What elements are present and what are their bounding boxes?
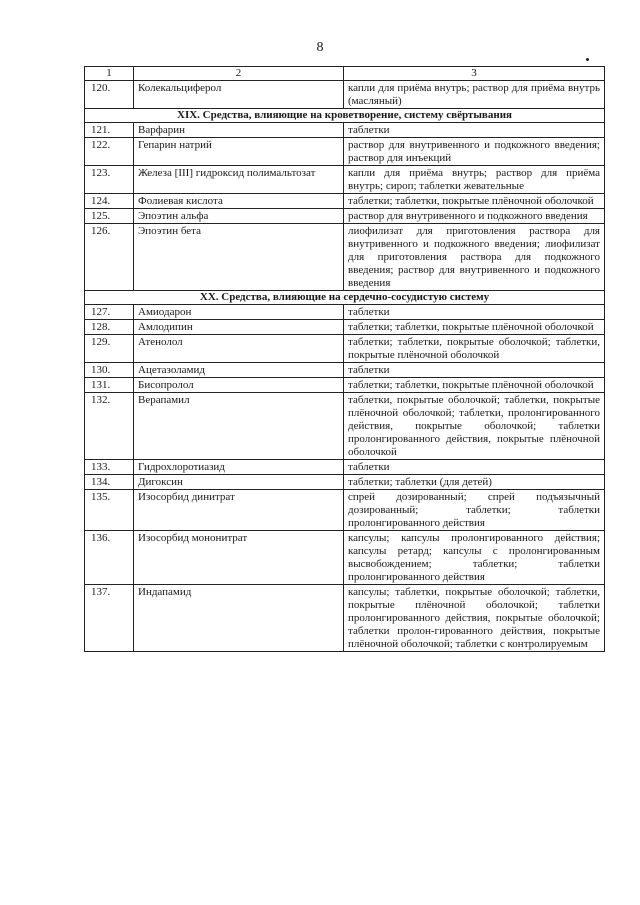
dosage-form: спрей дозированный; спрей подъязычный дозированный; таблетки; таблетки пролонгированного действия (344, 490, 605, 531)
row-number: 130. (85, 363, 134, 378)
table-row (85, 123, 605, 138)
table-row (85, 531, 605, 585)
dosage-form: раствор для внутривенного и подкожного введения (344, 209, 605, 224)
dosage-form: таблетки; таблетки, покрытые плёночной оболочкой (344, 320, 605, 335)
table-row (85, 585, 605, 652)
dosage-form: таблетки (344, 363, 605, 378)
column-header-form: 3 (344, 67, 605, 81)
table-row (85, 194, 605, 209)
row-number: 137. (85, 585, 134, 652)
dosage-form: таблетки (344, 460, 605, 475)
drug-name: Дигоксин (134, 475, 344, 490)
row-number: 123. (85, 166, 134, 194)
row-number: 122. (85, 138, 134, 166)
drug-name: Амиодарон (134, 305, 344, 320)
row-number: 134. (85, 475, 134, 490)
drug-name: Атенолол (134, 335, 344, 363)
dosage-form: лиофилизат для приготовления раствора для внутривенного и подкожного введения; лиофилизат для приготовления раствора для подкожного введения; раствор для внутривенного и подкожного введения (344, 224, 605, 291)
table-row (85, 224, 605, 291)
column-header-number: 1 (85, 67, 134, 81)
table-row (85, 378, 605, 393)
dosage-form: таблетки; таблетки, покрытые оболочкой; таблетки, покрытые плёночной оболочкой (344, 335, 605, 363)
table-row (85, 305, 605, 320)
row-number: 121. (85, 123, 134, 138)
medication-table-body (85, 67, 605, 652)
scan-speck (586, 58, 589, 61)
row-number: 128. (85, 320, 134, 335)
drug-name: Колекальциферол (134, 81, 344, 109)
drug-name: Ацетазоламид (134, 363, 344, 378)
table-row (85, 475, 605, 490)
row-number: 135. (85, 490, 134, 531)
row-number: 120. (85, 81, 134, 109)
table-row (85, 490, 605, 531)
table-row (85, 138, 605, 166)
table-row (85, 460, 605, 475)
table-row (85, 320, 605, 335)
drug-name: Бисопролол (134, 378, 344, 393)
table-row (85, 393, 605, 460)
row-number: 129. (85, 335, 134, 363)
page-number: 8 (316, 40, 324, 55)
dosage-form: капсулы; капсулы пролонгированного действия; капсулы ретард; капсулы с пролонгированным высвобождением; таблетки; таблетки пролонгированного действия (344, 531, 605, 585)
drug-name: Гидрохлоротиазид (134, 460, 344, 475)
dosage-form: таблетки; таблетки, покрытые плёночной оболочкой (344, 194, 605, 209)
section-title: XIX. Средства, влияющие на кроветворение, систему свёртывания (85, 109, 605, 123)
section-title: XX. Средства, влияющие на сердечно-сосудистую систему (85, 291, 605, 305)
row-number: 132. (85, 393, 134, 460)
drug-name: Амлодипин (134, 320, 344, 335)
drug-name: Фолиевая кислота (134, 194, 344, 209)
row-number: 136. (85, 531, 134, 585)
row-number: 127. (85, 305, 134, 320)
dosage-form: капли для приёма внутрь; раствор для приёма внутрь; сироп; таблетки жевательные (344, 166, 605, 194)
dosage-form: таблетки, покрытые оболочкой; таблетки, покрытые плёночной оболочкой; таблетки, пролонгированного действия, покрытые оболочкой; таблетки пролонгированного действия, покрытые плёночной оболочкой (344, 393, 605, 460)
row-number: 126. (85, 224, 134, 291)
drug-name: Варфарин (134, 123, 344, 138)
dosage-form: таблетки (344, 305, 605, 320)
row-number: 131. (85, 378, 134, 393)
dosage-form: капли для приёма внутрь; раствор для приёма внутрь (масляный) (344, 81, 605, 109)
dosage-form: таблетки; таблетки, покрытые плёночной оболочкой (344, 378, 605, 393)
row-number: 124. (85, 194, 134, 209)
drug-name: Изосорбид мононитрат (134, 531, 344, 585)
drug-name: Эпоэтин бета (134, 224, 344, 291)
dosage-form: таблетки (344, 123, 605, 138)
table-row (85, 81, 605, 109)
section-heading-row (85, 109, 605, 123)
row-number: 133. (85, 460, 134, 475)
column-header-name: 2 (134, 67, 344, 81)
table-header-row (85, 67, 605, 81)
medication-table (84, 66, 605, 652)
dosage-form: капсулы; таблетки, покрытые оболочкой; таблетки, покрытые плёночной оболочкой; таблетки пролонгированного действия, покрытые оболочкой; таблетки пролон-гированного действия, покрытые плёночной оболочкой; таблетки с контролируемым (344, 585, 605, 652)
row-number: 125. (85, 209, 134, 224)
drug-name: Индапамид (134, 585, 344, 652)
table-row (85, 363, 605, 378)
table-row (85, 209, 605, 224)
dosage-form: таблетки; таблетки (для детей) (344, 475, 605, 490)
drug-name: Эпоэтин альфа (134, 209, 344, 224)
drug-name: Верапамил (134, 393, 344, 460)
section-heading-row (85, 291, 605, 305)
table-row (85, 166, 605, 194)
drug-name: Изосорбид динитрат (134, 490, 344, 531)
drug-name: Гепарин натрий (134, 138, 344, 166)
dosage-form: раствор для внутривенного и подкожного введения; раствор для инъекций (344, 138, 605, 166)
table-row (85, 335, 605, 363)
drug-name: Железа [III] гидроксид полимальтозат (134, 166, 344, 194)
